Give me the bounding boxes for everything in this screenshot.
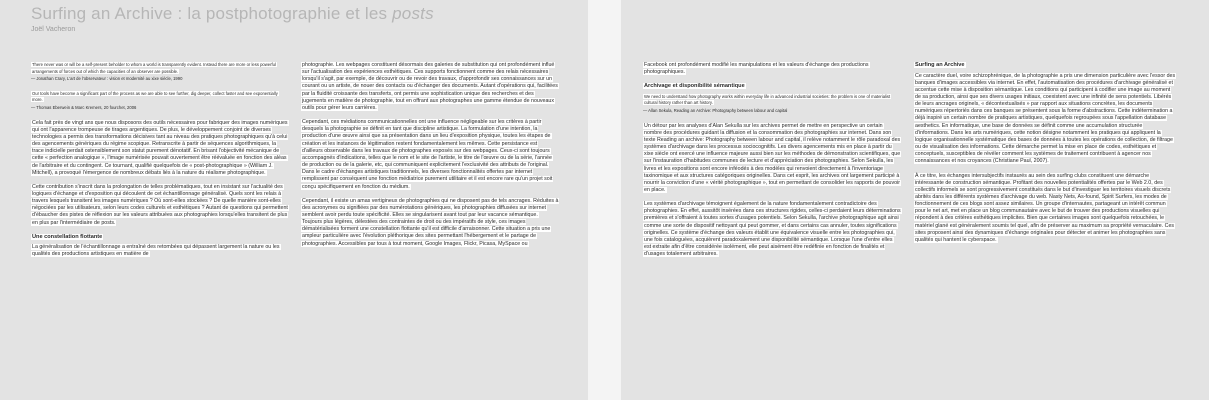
paragraph: Cette contribution s'inscrit dans la prolongation de telles problématiques, tout en insistant sur l'actualité des logiques d'échange et d'exposition qui découlent de cet échantillonnage généralisé. Quels sont les relais à travers lesquels transitent les images numériques ? Où sont-elles stockées ? De quelle manière sont-elles négociées par les utilisateurs, selon leurs codes culturels et esthétiques ? Autant de questions qui permettent d'ébaucher des pistes de réflexion sur les valeurs attribuées aux photographies lorsqu'elles transitent de plus en plus par l'intermédiaire de posts.	[32, 183, 288, 226]
epigraph-sekula	[643, 94, 901, 115]
right-column-1	[643, 62, 901, 265]
article-title	[31, 4, 434, 24]
paragraph: À ce titre, les échanges intersubjectifs instaurés au sein des surfing clubs constituent une démarche intéressante de construction sémantique. Profitant des nouvelles potentialités offertes par le Web 2.0, des collectifs informels se sont progressivement constitués dans le but d'investiguer les territoires visuels discrets abrités dans les différents systèmes d'archivage du web. Nasty Nets, As-found, Spirit Surfers, les modes de fonctionnement de ces blogs sont assez similaires. Un groupe d'internautes, partageant un intérêt commun pour le net art, met en place un blog communautaire avec le but de trouver des productions visuelles qui répondent à des critères esthétiques implicites. Bien que certaines images sont quelquefois retouchées, le matériel glané est généralement soumis tel quel, afin de préserver au maximum sa propriété vernaculaire. Ces sites proposent ainsi des dynamiques d'échange originales pour détecter et animer les photographies sans qualités qui hantent le cyberspace.	[915, 172, 1175, 243]
paragraph: Ce caractère duel, voire schizophrénique, de la photographie a pris une dimension particulière avec l'essor des banques d'images accessibles via internet. En effet, l'automatisation des procédures d'archivage généralisé et accentue cette mise à disposition sémantique. Les conditions qui participent à codifier une image au moment de sa production, ainsi que ses divers usages initiaux, coexistent avec une infinité de sens potentiels. Libérés de leurs ancrages originels, « décontextualisés » par rapport aux situations concrètes, les documents numériques répertoriés dans ces banques se présentent sous la forme d'abstractions. Cette indétermination a déjà inspiré un certain nombre de pratiques artistiques, quelquefois regroupées sous l'appellation database aesthetics. En informatique, une base de données se définit comme une accumulation structurée d'informations. Dans les arts numériques, cette notion désigne notamment les pratiques qui appliquent la logique organisationnelle systématique des bases de données à toutes les opérations de collection, de filtrage ou de visualisation des informations. Cette démarche permet la mise en place de codes, esthétiques et conceptuels, susceptibles de révéler comment les systèmes de traitement contribuent à agencer nos connaissances et nos croyances (Christiane Paul, 2007).	[915, 72, 1176, 165]
epigraph-source: — Jonathan Crary, L'art de l'observateur : vision et modernité au xixe siècle, 1990	[31, 76, 183, 82]
page-gutter	[588, 0, 621, 400]
paragraph: Un détour par les analyses d'Alan Sekulla sur les archives permet de mettre en perspective un certain nombre des procédures guidant la diffusion et la consommation des photographies sur internet. Dans son texte Reading an archive: Photography between labour and capital, il relève notamment le rôle paradoxal des systèmes d'archivage dans les processus sociocognitifs. Les divers agencements mis en place à partir du xixe siècle ont exercé une influence majeure aussi bien sur les méthodes de démonstration scientifiques, que sur l'instauration d'habitudes communes de lecture et d'appréciation des photographies. Selon Sekulla, les livres et les expositions sont encore inféodés à des modèles qui renvoient directement à l'inventoriage taxinomique et aux structures catégoriques originelles. Dans cet esprit, les archives ont largement participé à nourrir la conviction d'une « vérité photographique », tout en permettant de consolider les rapports de pouvoir en place.	[644, 122, 901, 193]
section-heading: Surfing an Archive	[915, 62, 965, 68]
epigraph-eberwein	[31, 91, 289, 112]
paragraph: Cela fait près de vingt ans que nous disposons des outils nécessaires pour fabriquer des images numériques qui ont l'apparence trompeuse de tirages argentiques. De plus, le développement conjoint de diverses technologies a permis des transformations décisives tant au niveau des pratiques photographiques qu'à celui des agencements génériques du régime scopique. Retranscrite à partir de séquences algorithmiques, la trace indicielle perdait ostensiblement son statut purement dénotatif. En brisant l'objectivité mécanique de cette « perfection analogique », l'image numérisée pouvait ouvertement être réévaluée en fonction des aléas de l'arbitraire et du contingent. Ce tournant, qualifié quelquefois de « post-photographique » (William J. Mitchell), a provoqué l'émergence de nombreux débats liés à la nature du réalisme photographique.	[32, 119, 288, 176]
title-italic: posts	[392, 4, 434, 23]
epigraph-crary	[31, 62, 289, 83]
right-column-2	[914, 62, 1177, 251]
epigraph-text: We need to understand how photography works within everyday life in advanced industrial societies: the problem is one of materialist cultural history rather than art history.	[644, 93, 891, 106]
paragraph: Facebook ont profondément modifié les manipulations et les valeurs d'échange des productions photographiques.	[644, 62, 869, 76]
epigraph-source: — Allan Sekula, Reading an Archive: Photography between labour and capital	[643, 108, 788, 113]
right-page	[621, 0, 1209, 400]
paragraph: Cependant, ces médiations communicationnelles ont une influence négligeable sur les critères à partir desquels la photographie se définit en tant que discipline artistique. La formulation d'une intention, la production d'une œuvre ainsi que sa présentation dans un lieu d'exposition physique, toutes les étapes de création et les instances de légitimation restent fondamentalement les mêmes. Cette persistance est d'ailleurs observable dans les travaux de photographes exposés sur des webpages. Ceux-ci sont toujours accompagnés d'indications, telles que le nom et le site de l'artiste, le titre de l'œuvre ou de la série, l'année de production ou de la galerie, etc, qui communiquent explicitement l'exclusivité des attributs de l'original. Dans le cadre d'échanges artistiques traditionnels, les diverses fonctionnalités offertes par internet remplissent par conséquent une fonction médiatrice purement utilitaire et il est encore rare qu'un projet soit conçu spécifiquement en fonction du médium.	[302, 119, 553, 190]
section-heading: Une constellation flottante	[32, 233, 103, 240]
paragraph: La généralisation de l'échantillonnage a entraîné des retombées qui dépassent largement la nature ou les qualités des productions artistiques en matière de	[32, 244, 280, 258]
paragraph: Les systèmes d'archivage témoignent également de la nature fondamentalement contradictoire des photographies. En effet, aussitôt insérées dans ces structures rigides, celles-ci perdaient leurs déterminations premières et s'offraient à toutes sortes d'usages potentiels. Selon Sekulla, l'archive photographique agit ainsi comme une sorte de dispositif nettoyant qui peut gommer, et dans certains cas annuler, toutes significations originelles. Ce système d'échange des valeurs établit une équivalence visuelle entre les photographies qui, une fois cataloguées, acquièrent paradoxalement une disponibilité sémantique. Lorsque l'une d'entre elles est extraite afin d'être considérée isolément, elle peut aisément être redéfinie en fonction de finalités et d'usages totalement arbitraires.	[644, 201, 901, 258]
section-heading: Archivage et disponibilité sémantique	[644, 83, 745, 90]
title-main: Surfing an Archive : la postphotographie et les	[31, 4, 393, 23]
left-column-1	[31, 62, 289, 266]
paragraph: photographie. Les webpages constituent désormais des galeries de substitution qui ont profondément influé sur l'actualisation des expériences esthétiques. Ces supports fonctionnent comme des relais nécessaires lorsqu'il s'agit, par exemple, de découvrir ou de revoir des travaux, d'approfondir ses connaissances sur un courant ou un artiste, de nouer des contacts ou d'échanger des documents. Autant d'opérations qui, facilitées par la fluidité croissante des transferts, ont permis une sophistication unique des recherches et des jugements en matière de photographie, tout en offrant aux photographes une gamme étendue de nouveaux outils pour gérer leurs carrières.	[302, 62, 558, 111]
epigraph-source: — Thomas Eberwein & Marc Kremers, 20 fourchet, 2006	[31, 104, 137, 110]
paragraph: Cependant, il existe un amas vertigineux de photographies qui ne disposent pas de tels ancrages. Réduites à des acronymes ou signifiées par des numérotations génériques, les photographies diffusées sur internet semblent avoir perdu toute spécificité. Elles se singularisent avant tout par leur vacance sémantique. Toujours plus légères, délestées des contraintes de droit ou des impératifs de style, ces images dématérialisées forment une constellation flottante qu'il est difficile d'arraisonner. Cette situation a pris une ampleur particulière avec l'évolution pléthorique des sites permettant l'hébergement et le partage de photographies. Accessibles par tous à tout moment, Google Images, Flickr, Picasa, MySpace ou	[302, 197, 559, 247]
left-page	[0, 0, 588, 400]
article-author: Joël Vacheron	[31, 26, 76, 33]
epigraph-text: Our tools have become a significant part of the process as we are able to see further, dig deeper, collect faster and see exponentially more.	[32, 90, 278, 103]
epigraph-text: There never was or will be a self-present beholder to whom a world is transparently evident. Instead there are more or less powerful arrangements of forces out of which the capacities of an observer are possible.	[32, 62, 276, 74]
left-column-2	[301, 62, 559, 255]
